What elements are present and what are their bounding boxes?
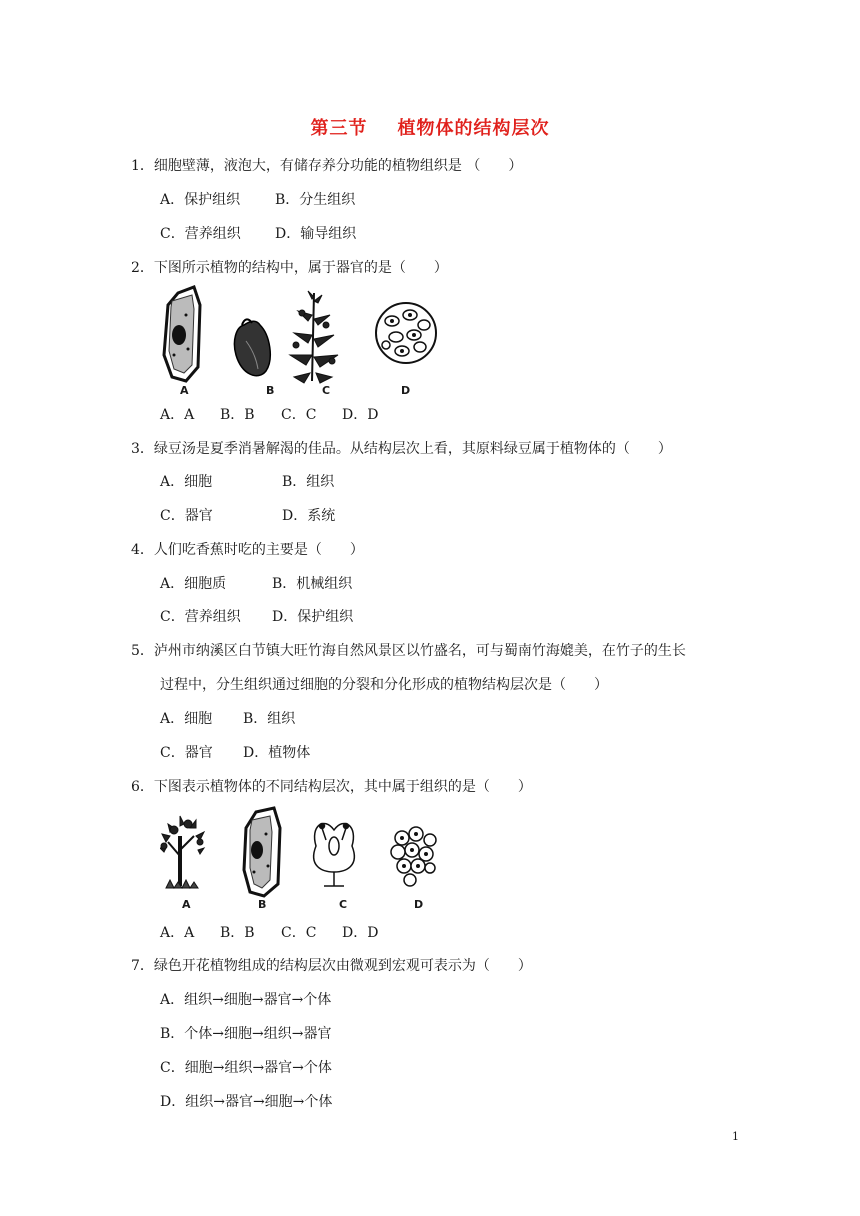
q7-option-c: C．细胞→组织→器官→个体 <box>160 1060 332 1076</box>
question-5-line-2: 过程中，分生组织通过细胞的分裂和分化形成的植物结构层次是（ ） <box>160 677 608 693</box>
q2-label-c: C <box>322 384 331 397</box>
q2-label-d: D <box>401 384 411 397</box>
q3-option-d: D．系统 <box>282 508 336 524</box>
q5-option-d: D．植物体 <box>243 745 311 761</box>
q1-option-a: A．保护组织 <box>160 192 241 208</box>
page-number: 1 <box>732 1130 739 1143</box>
q3-option-a: A．细胞 <box>160 474 213 490</box>
q6-label-c: C <box>339 898 348 911</box>
q6-option-a: A．A <box>160 925 195 941</box>
q6-label-d: D <box>414 898 424 911</box>
question-2: 2．下图所示植物的结构中，属于器官的是（ ） <box>131 260 448 276</box>
q4-option-d: D．保护组织 <box>272 609 354 625</box>
q4-option-b: B．机械组织 <box>272 576 353 592</box>
q6-figure <box>160 806 450 906</box>
q6-option-d: D．D <box>342 925 379 941</box>
q1-option-b: B．分生组织 <box>275 192 356 208</box>
q5-option-a: A．细胞 <box>160 711 213 727</box>
seed-icon <box>234 319 270 375</box>
q2-label-b: B <box>266 384 275 397</box>
question-5-line-1: 5．泸州市纳溪区白节镇大旺竹海自然风景区以竹盛名，可与蜀南竹海媲美，在竹子的生长 <box>131 643 686 659</box>
question-7: 7．绿色开花植物组成的结构层次由微观到宏观可表示为（ ） <box>131 958 532 974</box>
q2-option-c: C．C <box>281 407 317 423</box>
q6-label-b: B <box>258 898 267 911</box>
tissue-icon <box>376 303 436 363</box>
q6-option-c: C．C <box>281 925 317 941</box>
q5-option-c: C．器官 <box>160 745 213 761</box>
q2-option-d: D．D <box>342 407 379 423</box>
q2-label-a: A <box>180 384 189 397</box>
q4-option-a: A．细胞质 <box>160 576 227 592</box>
q2-option-a: A．A <box>160 407 195 423</box>
q4-option-c: C．营养组织 <box>160 609 241 625</box>
q1-option-d: D．输导组织 <box>275 226 357 242</box>
q1-option-c: C．营养组织 <box>160 226 241 242</box>
q3-option-c: C．器官 <box>160 508 213 524</box>
page-title <box>0 114 860 140</box>
q7-option-b: B．个体→细胞→组织→器官 <box>160 1026 332 1042</box>
tissue-icon <box>391 827 436 886</box>
q6-label-a: A <box>182 898 191 911</box>
q2-option-b: B．B <box>220 407 255 423</box>
q7-option-a: A．组织→细胞→器官→个体 <box>160 992 332 1008</box>
q5-option-b: B．组织 <box>243 711 296 727</box>
question-4: 4．人们吃香蕉时吃的主要是（ ） <box>131 542 364 558</box>
question-3: 3．绿豆汤是夏季消暑解渴的佳品。从结构层次上看，其原料绿豆属于植物体的（ ） <box>131 441 672 457</box>
plant-icon <box>290 291 338 383</box>
plant-cell-icon <box>244 808 280 896</box>
question-6: 6．下图表示植物体的不同结构层次，其中属于组织的是（ ） <box>131 779 532 795</box>
q7-option-d: D．组织→器官→细胞→个体 <box>160 1094 333 1110</box>
question-1: 1．细胞壁薄，液泡大，有储存养分功能的植物组织是 （ ） <box>131 158 523 174</box>
q6-option-b: B．B <box>220 925 255 941</box>
plant-cell-icon <box>164 287 200 381</box>
tree-icon <box>160 816 204 888</box>
flower-icon <box>314 823 355 886</box>
title-section: 第三节 <box>310 118 368 139</box>
q3-option-b: B．组织 <box>282 474 335 490</box>
title-topic: 植物体的结构层次 <box>397 118 550 139</box>
q2-figure <box>160 285 450 400</box>
